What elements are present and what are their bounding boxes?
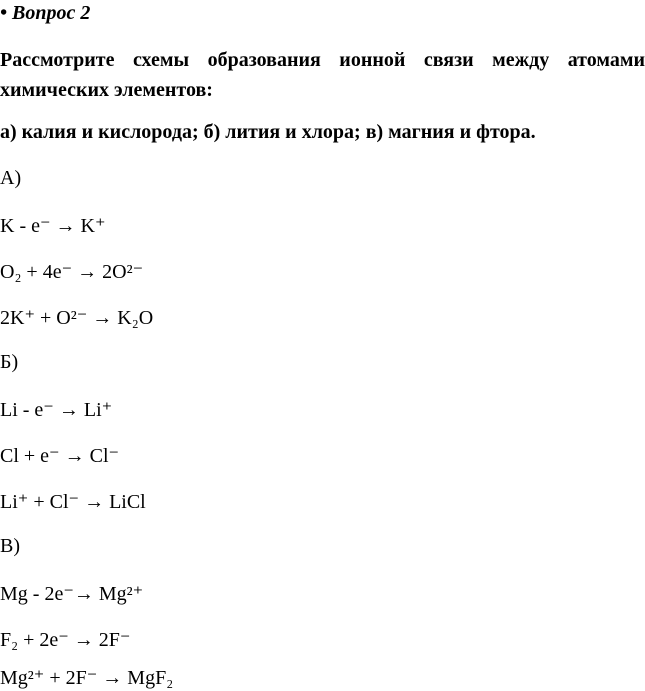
question-text — [0, 45, 645, 105]
equation-line: F₂ + 2e⁻ → 2F⁻ — [0, 629, 131, 651]
section-label-c: В) — [0, 535, 20, 557]
equation-line: 2K⁺ + O²⁻ → K₂O — [0, 307, 154, 329]
equation-line: Li - e⁻ → Li⁺ — [0, 399, 113, 421]
equation-line: O₂ + 4e⁻ → 2O²⁻ — [0, 261, 144, 283]
equation-line: Li⁺ + Cl⁻ → LiCl — [0, 491, 146, 513]
question-line-2: химических элементов: — [0, 79, 213, 101]
task-text: а) калия и кислорода; б) лития и хлора; в) магния и фтора. — [0, 121, 536, 143]
section-label-b: Б) — [0, 351, 19, 373]
section-label-a: А) — [0, 167, 22, 189]
equation-line: Mg - 2e⁻→ Mg²⁺ — [0, 583, 144, 605]
question-heading: • Вопрос 2 — [0, 2, 91, 24]
equation-line: Cl + e⁻ → Cl⁻ — [0, 445, 120, 467]
question-line-1: Рассмотрите схемы образования ионной связи между атомами — [0, 49, 645, 71]
equation-line: Mg²⁺ + 2F⁻ → MgF₂ — [0, 667, 174, 689]
equation-line: K - e⁻ → K⁺ — [0, 215, 106, 237]
